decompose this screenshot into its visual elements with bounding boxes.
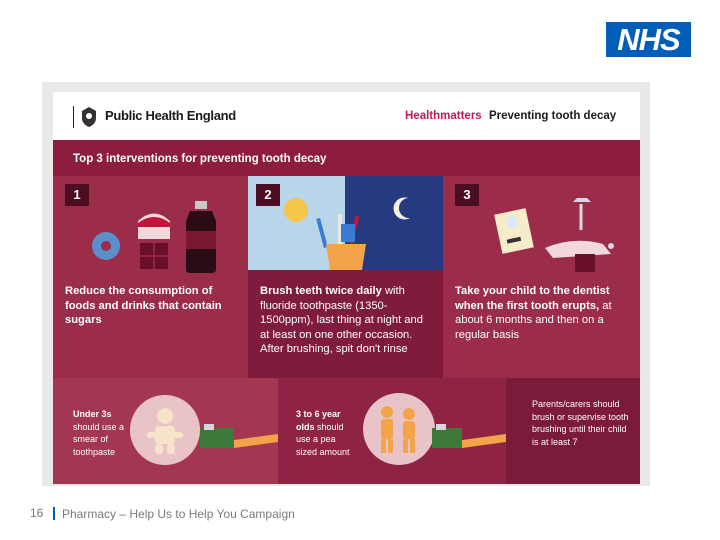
page-number: 16 (30, 506, 44, 520)
crest-icon (79, 106, 99, 128)
baby-icon (143, 406, 187, 456)
intervention-1-text: Reduce the consumption of foods and drinks that contain sugars (65, 285, 222, 326)
number-badge: 1 (65, 184, 89, 206)
series-name: Healthmatters (405, 110, 482, 122)
intervention-3 (443, 176, 640, 378)
age-3-to-6-panel (278, 378, 506, 484)
smear-toothpaste-icon (198, 420, 278, 452)
banner (53, 140, 640, 176)
header-divider (73, 106, 74, 128)
toothpaste-guidance (53, 378, 640, 484)
intervention-3-text: Take your child to the dentist when the first tooth erupts, at about 6 months and then on a regular basis (455, 285, 612, 341)
intervention-2-text: Brush teeth twice daily with fluoride toothpaste (1350-1500ppm), last thing at night and at least on one other occasion. After brushing, spit don't rinse (260, 285, 423, 355)
age-3-to-6-text: 3 to 6 year olds should use a pea sized amount (296, 409, 350, 457)
footer-text: Pharmacy – Help Us to Help You Campaign (62, 507, 295, 521)
parents-panel (506, 378, 640, 484)
poster-title: Preventing tooth decay (489, 110, 617, 122)
infographic-poster (53, 92, 640, 484)
banner-title: Top 3 interventions for preventing tooth decay (73, 153, 327, 165)
poster-header (53, 92, 640, 140)
number-badge: 3 (455, 184, 479, 206)
parents-text: Parents/carers should brush or supervise tooth brushing until their child is at least 7 (532, 399, 629, 447)
number-badge: 2 (256, 184, 280, 206)
nhs-logo: NHS (606, 22, 691, 57)
intervention-1 (53, 176, 248, 378)
org-name: Public Health England (105, 108, 236, 123)
sugary-foods-icon (88, 201, 228, 276)
children-icon (373, 404, 425, 456)
pea-toothpaste-icon (430, 420, 506, 452)
under-3-text: Under 3s should use a smear of toothpaste (73, 409, 125, 457)
under-3-panel (53, 378, 278, 484)
footer-divider (53, 507, 55, 520)
intervention-2 (248, 176, 443, 378)
toothbrush-cup-icon (248, 176, 443, 270)
dentist-chair-icon (483, 196, 633, 276)
